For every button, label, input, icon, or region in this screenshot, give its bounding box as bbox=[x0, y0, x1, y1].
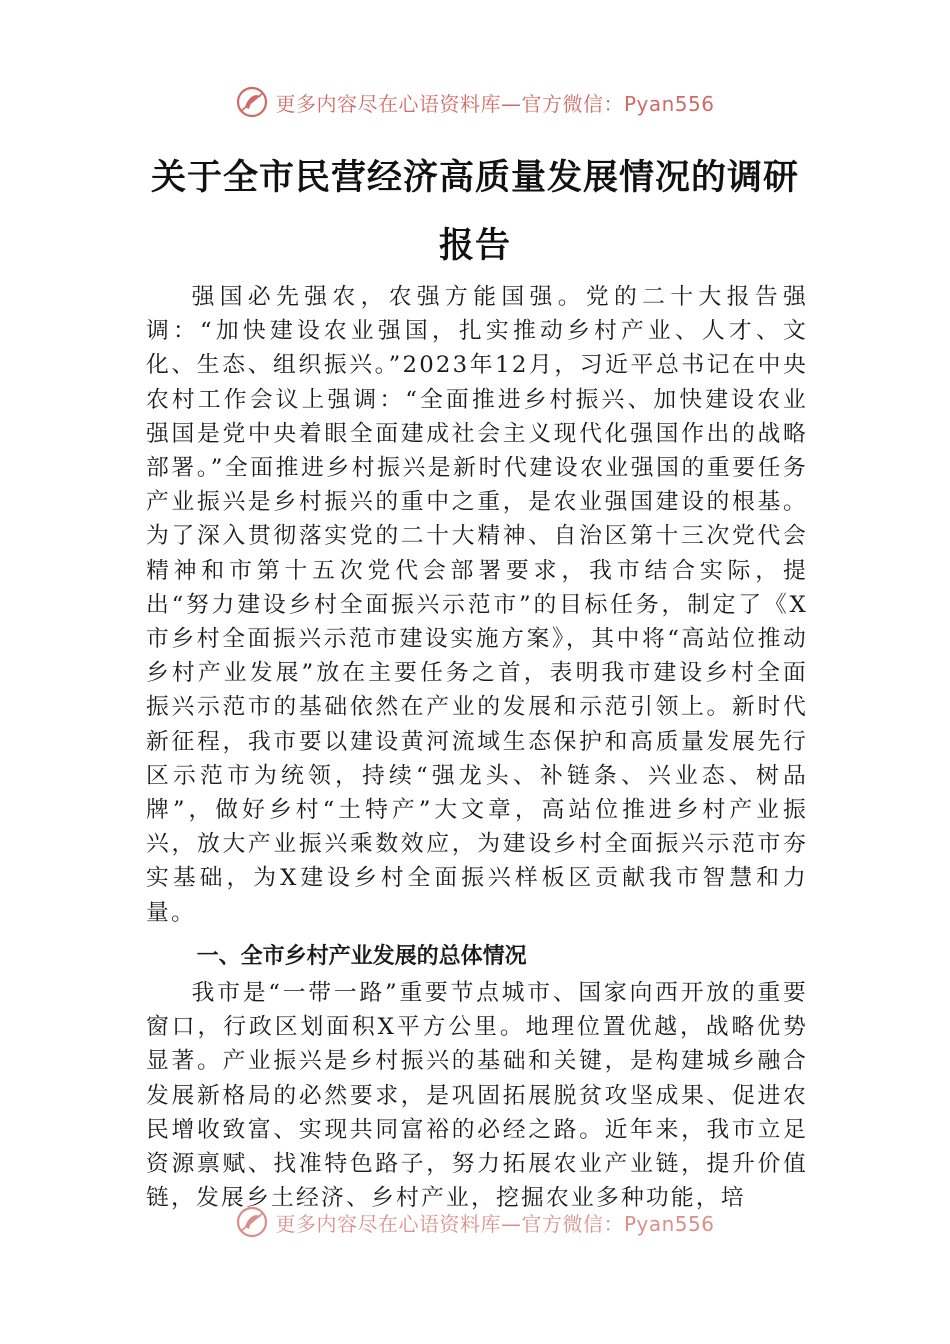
paragraph-section1: 我市是“一带一路”重要节点城市、国家向西开放的重要窗口，行政区划面积X平方公里。地理位置优越，战略优势显著。产业振兴是乡村振兴的基础和关键，是构建城乡融合发展新格局的必然要求，是巩固拓展脱贫攻坚成果、促进农民增收致富、实现共同富裕的必经之路。近年来，我市立足资源禀赋、找准特色路子，努力拓展农业产业链，提升价值链，发展乡土经济、乡村产业，挖掘农业多种功能，培 bbox=[146, 980, 808, 1212]
watermark-footer bbox=[0, 1202, 950, 1242]
paragraph-intro: 强国必先强农，农强方能国强。党的二十大报告强调：“加快建设农业强国，扎实推动乡村产业、人才、文化、生态、组织振兴。”2023年12月，习近平总书记在中央农村工作会议上强调：“全面推进乡村振兴、加快建设农业强国是党中央着眼全面建成社会主义现代化强国作出的战略部署。”全面推进乡村振兴是新时代建设农业强国的重要任务产业振兴是乡村振兴的重中之重，是农业强国建设的根基。为了深入贯彻落实党的二十大精神、自治区第十三次党代会精神和市第十五次党代会部署要求，我市结合实际，提出“努力建设乡村全面振兴示范市”的目标任务，制定了《X市乡村全面振兴示范市建设实施方案》，其中将“高站位推动乡村产业发展”放在主要任务之首，表明我市建设乡村全面振兴示范市的基础依然在产业的发展和示范引领上。新时代新征程，我市要以建设黄河流域生态保护和高质量发展先行区示范市为统领，持续“强龙头、补链条、兴业态、树品牌”，做好乡村“土特产”大文章，高站位推进乡村产业振兴，放大产业振兴乘数效应，为建设乡村全面振兴示范市夯实基础，为X建设乡村全面振兴样板区贡献我市智慧和力量。 bbox=[146, 284, 808, 926]
logo-icon bbox=[235, 85, 269, 119]
watermark-text: 更多内容尽在心语资料库—官方微信：Pyan556 bbox=[275, 91, 715, 116]
logo-icon bbox=[235, 1205, 269, 1239]
document-title-line1: 关于全市民营经济高质量发展情况的调研 bbox=[150, 157, 799, 198]
document-title-line2: 报告 bbox=[438, 225, 511, 266]
watermark-text: 更多内容尽在心语资料库—官方微信：Pyan556 bbox=[275, 1211, 715, 1236]
section-heading-1: 一、全市乡村产业发展的总体情况 bbox=[196, 944, 527, 969]
watermark-header bbox=[0, 82, 950, 122]
